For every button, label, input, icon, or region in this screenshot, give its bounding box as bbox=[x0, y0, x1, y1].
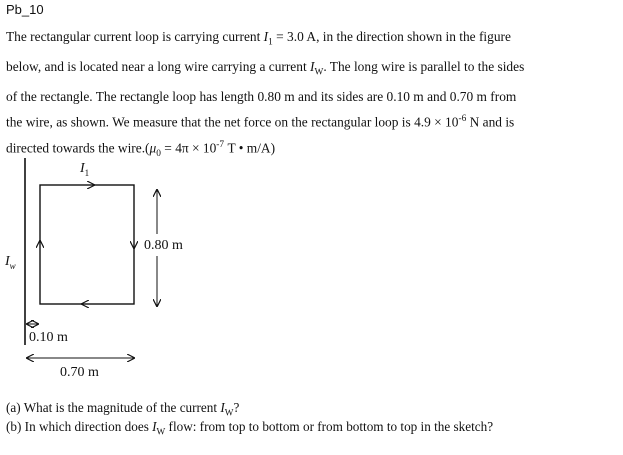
problem-line: directed towards the $wire.(\mu_0 = 4\pi \times 10^{-7}$ T • m/A) bbox=[6, 140, 276, 160]
question-a: (a) What is the magnitude of the current $I_W$? bbox=[6, 400, 240, 418]
problem-line: the wire, as shown. We measure that the net force on the rectangular loop is $4.9 \times 10^{-6}$ N and is bbox=[6, 114, 515, 130]
subscript: 1 bbox=[268, 37, 273, 48]
problem-line: of the rectangle. The rectangle loop has length 0.80 m and its sides are 0.10 m and 0.70 m from bbox=[6, 88, 517, 104]
subscript: W bbox=[224, 407, 234, 418]
subscript: W bbox=[314, 67, 324, 78]
length-label: 0.80 m bbox=[144, 238, 183, 253]
symbol: I bbox=[310, 58, 315, 74]
symbol: I bbox=[263, 29, 269, 44]
near-distance-label: 0.10 m bbox=[29, 330, 68, 345]
far-distance-label: 0.70 m bbox=[60, 365, 99, 380]
problem-id: Pb_10 bbox=[6, 2, 44, 17]
superscript: -7 bbox=[216, 140, 225, 150]
subscript: W bbox=[156, 426, 166, 437]
wire-current-label: $I_w$ bbox=[5, 254, 16, 271]
symbol: I bbox=[152, 419, 157, 434]
subscript: 0 bbox=[156, 149, 161, 160]
superscript: -6 bbox=[458, 114, 467, 125]
loop-current-label: $I_1$ bbox=[80, 161, 90, 178]
rectangular-loop bbox=[40, 185, 134, 304]
question-b: (b) In which direction does $I_W$ flow: from top to bottom or from bottom to top in the sketch? bbox=[6, 419, 494, 437]
problem-line: The rectangular current loop is carrying current $I_1 = 3.0$ A, in the direction shown in the figure bbox=[6, 29, 511, 48]
symbol: μ bbox=[149, 140, 157, 156]
symbol: I bbox=[220, 400, 225, 415]
problem-line: below, and is located near a long wire carrying a current $I_W$. The long wire is parallel to the sides bbox=[6, 58, 525, 78]
